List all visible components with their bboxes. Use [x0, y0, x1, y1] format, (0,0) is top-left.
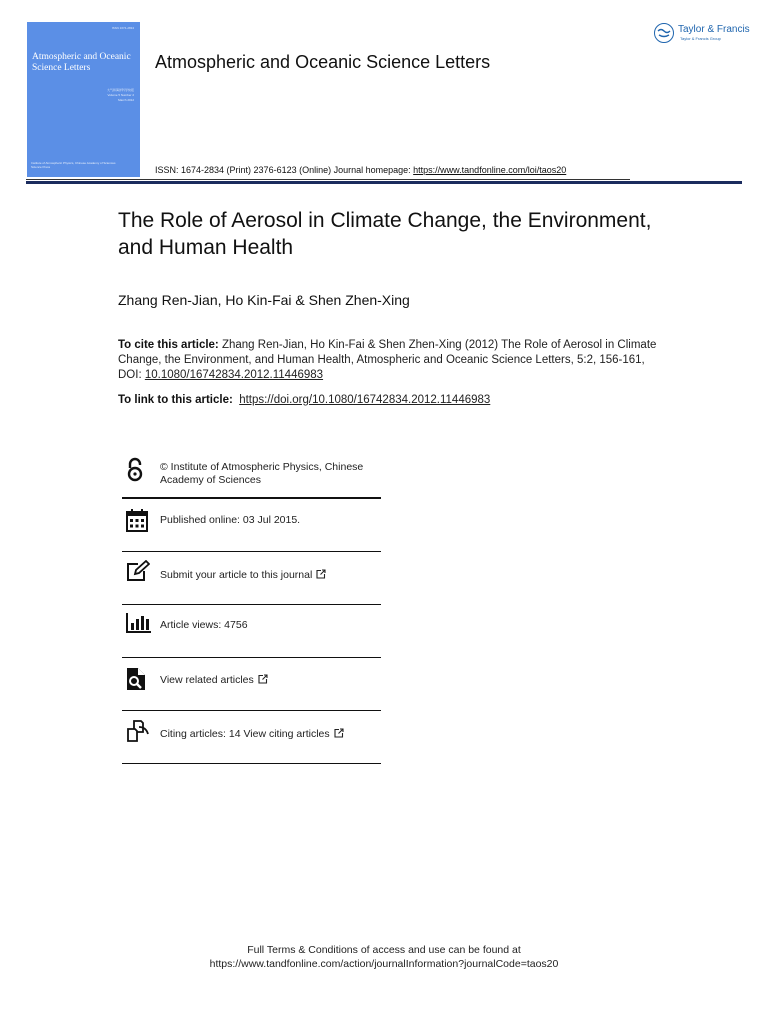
calendar-icon	[126, 508, 148, 537]
citation	[118, 338, 658, 383]
bar-chart-icon	[126, 613, 152, 638]
copyright-row	[122, 449, 381, 499]
cover-subtitle-line: Volume 5 Number 2	[107, 93, 134, 97]
terms-footer	[0, 943, 768, 971]
external-link-icon	[316, 569, 326, 583]
citing-articles-link[interactable]	[160, 728, 344, 742]
citing-text: Citing articles: 14 View citing articles	[160, 728, 330, 740]
copyright-text: © Institute of Atmospheric Physics, Chinese Academy of Sciences	[160, 461, 364, 486]
open-access-icon	[126, 457, 144, 488]
authors: Zhang Ren-Jian, Ho Kin-Fai & Shen Zhen-Xing	[118, 292, 410, 308]
header-divider	[26, 179, 630, 180]
article-link	[118, 394, 490, 406]
published-row	[122, 499, 381, 552]
journal-cover-image	[27, 22, 140, 177]
cite-text: Zhang Ren-Jian, Ho Kin-Fai & Shen Zhen-Xing (2012) The Role of Aerosol in Climate Change, the Environment, and Human Health, Atmospheric and Oceanic Science Letters, 5:2, 156-161, DOI:	[118, 339, 657, 381]
issn-text: ISSN: 1674-2834 (Print) 2376-6123 (Online) Journal homepage:	[155, 165, 414, 175]
external-link-icon	[334, 728, 344, 742]
cover-footer	[31, 161, 116, 169]
cover-subtitle-line: March 2012	[118, 98, 134, 102]
journal-title: Atmospheric and Oceanic Science Letters	[155, 52, 491, 72]
cover-title: Atmospheric and Oceanic Science Letters	[32, 52, 131, 73]
document-search-icon	[126, 667, 146, 696]
article-views: Article views: 4756	[160, 619, 248, 631]
terms-text: Full Terms & Conditions of access and use can be found at	[247, 944, 521, 956]
publisher-logo[interactable]	[654, 22, 750, 48]
taylor-francis-logo-icon	[654, 23, 674, 43]
related-row[interactable]	[122, 658, 381, 711]
cite-label: To cite this article:	[118, 339, 219, 351]
citing-row[interactable]	[122, 711, 381, 764]
submit-text: Submit your article to this journal	[160, 569, 313, 581]
issn-line	[155, 165, 566, 175]
journal-homepage-link[interactable]: https://www.tandfonline.com/loi/taos20	[413, 165, 567, 175]
doi-link[interactable]: https://doi.org/10.1080/16742834.2012.11446983	[239, 394, 491, 406]
publisher-name: Taylor & Francis	[678, 24, 750, 35]
submit-article-link[interactable]	[160, 569, 326, 583]
submit-row[interactable]	[122, 552, 381, 605]
published-date: Published online: 03 Jul 2015.	[160, 514, 301, 526]
external-link-icon	[258, 674, 268, 688]
related-articles-link[interactable]	[160, 674, 268, 688]
edit-icon	[126, 560, 150, 587]
cite-doi-link[interactable]: 10.1080/16742834.2012.11446983	[144, 369, 324, 381]
article-title: The Role of Aerosol in Climate Change, the Environment, and Human Health	[118, 209, 652, 259]
cover-footer-line: Science Press	[31, 165, 51, 169]
cover-issn: ISSN 1674-2834	[111, 26, 134, 30]
cover-subtitle-line: 大气和海洋科学快报	[106, 88, 134, 92]
terms-link[interactable]: https://www.tandfonline.com/action/journalInformation?journalCode=taos20	[209, 958, 559, 970]
header-rule	[26, 181, 742, 184]
views-row	[122, 605, 381, 658]
article-info-panel	[122, 449, 381, 764]
related-text: View related articles	[160, 674, 254, 686]
publisher-group: Taylor & Francis Group	[680, 36, 721, 41]
cover-footer-line: Institute of Atmospheric Physics, Chinese Academy of Sciences	[31, 161, 116, 165]
cover-subtitle	[82, 88, 134, 103]
citing-articles-icon	[126, 720, 150, 747]
link-label: To link to this article:	[118, 394, 233, 406]
